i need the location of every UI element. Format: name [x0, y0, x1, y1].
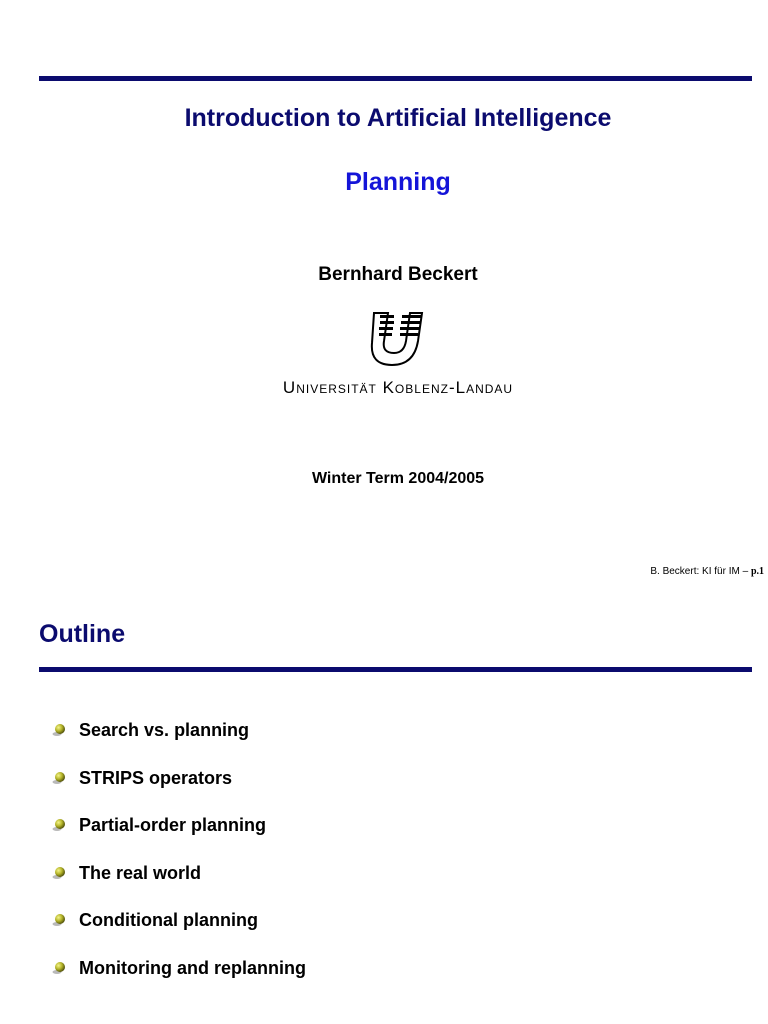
title-rule: [39, 76, 752, 81]
footer-separator: –: [739, 566, 751, 577]
term-label: Winter Term 2004/2005: [311, 470, 485, 487]
list-item: [52, 954, 306, 1002]
slide-footer: [650, 566, 764, 577]
list-item-label: Monitoring and replanning: [79, 957, 306, 978]
university-u-logo-icon: [366, 307, 430, 367]
list-item: [52, 764, 306, 812]
olive-sphere-bullet-icon: [52, 961, 66, 975]
list-item: [52, 906, 306, 954]
slide-subtitle: Planning: [345, 168, 451, 196]
olive-sphere-bullet-icon: [52, 723, 66, 737]
footer-page-number: p.1: [750, 566, 764, 577]
list-item-label: The real world: [79, 862, 202, 883]
list-item-label: Conditional planning: [79, 910, 258, 930]
outline-rule: [39, 667, 752, 672]
olive-sphere-bullet-icon: [52, 771, 66, 785]
list-item-label: Partial-order planning: [79, 815, 267, 835]
list-item: [52, 716, 306, 764]
list-item: [52, 811, 306, 859]
slide-title: Introduction to Artificial Intelligence: [184, 104, 612, 132]
outline-list: [52, 716, 306, 1001]
footer-credit: B. Beckert: KI für IM: [650, 566, 740, 577]
olive-sphere-bullet-icon: [52, 818, 66, 832]
list-item-label: Search vs. planning: [79, 720, 250, 740]
university-name: Universität Koblenz-Landau: [282, 378, 514, 397]
list-item: [52, 859, 306, 907]
olive-sphere-bullet-icon: [52, 866, 66, 880]
outline-title: Outline: [39, 620, 126, 648]
list-item-label: STRIPS operators: [79, 767, 233, 788]
olive-sphere-bullet-icon: [52, 913, 66, 927]
author-name: Bernhard Beckert: [318, 264, 478, 285]
